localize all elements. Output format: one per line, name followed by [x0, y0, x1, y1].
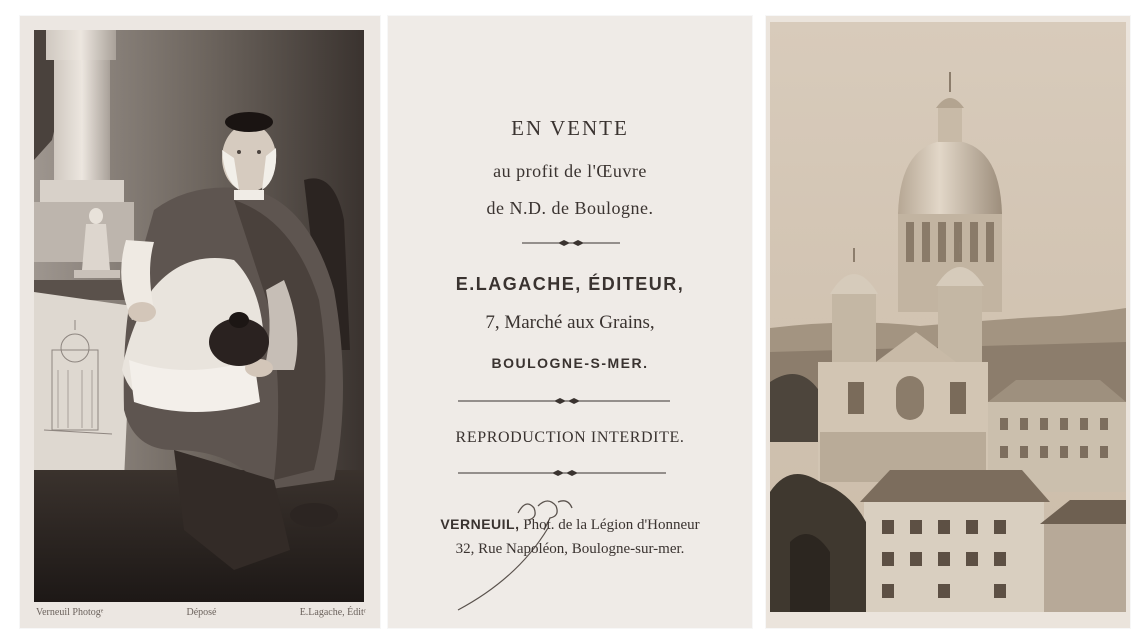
ornament-divider-icon	[388, 468, 752, 478]
priest-portrait-illustration	[34, 30, 364, 602]
reproduction-notice: REPRODUCTION INTERDITE.	[455, 429, 685, 446]
caption-photographer: Verneuil Photogᵉ	[36, 607, 104, 618]
photographer-line	[388, 516, 752, 534]
caption-publisher: E.Lagache, Éditʳ	[299, 607, 366, 618]
photographer-name: VERNEUIL,	[440, 516, 520, 532]
architectural-drawing	[34, 292, 132, 480]
basilica-illustration	[770, 22, 1126, 612]
ornament-divider-icon	[388, 238, 752, 248]
publisher-city: BOULOGNE-S-MER.	[491, 355, 649, 371]
text-au-profit: au profit de l'Œuvre	[493, 161, 647, 181]
heading-en-vente: EN VENTE	[511, 116, 629, 140]
photographer-title: Phot. de la Légion d'Honneur	[519, 517, 700, 533]
portrait-card	[20, 16, 380, 628]
ornament-divider-icon	[388, 396, 752, 406]
cathedral-card	[766, 16, 1130, 628]
verso-card	[388, 16, 752, 628]
cathedral-photo	[770, 22, 1126, 612]
portrait-caption-row	[36, 607, 366, 618]
caption-deposited: Déposé	[186, 607, 217, 618]
publisher-name: E.LAGACHE, ÉDITEUR,	[455, 274, 685, 294]
publisher-address: 7, Marché aux Grains,	[485, 312, 655, 333]
text-notre-dame: de N.D. de Boulogne.	[486, 198, 654, 218]
photographer-address: 32, Rue Napoléon, Boulogne-sur-mer.	[455, 541, 685, 557]
portrait-photo	[34, 30, 364, 602]
